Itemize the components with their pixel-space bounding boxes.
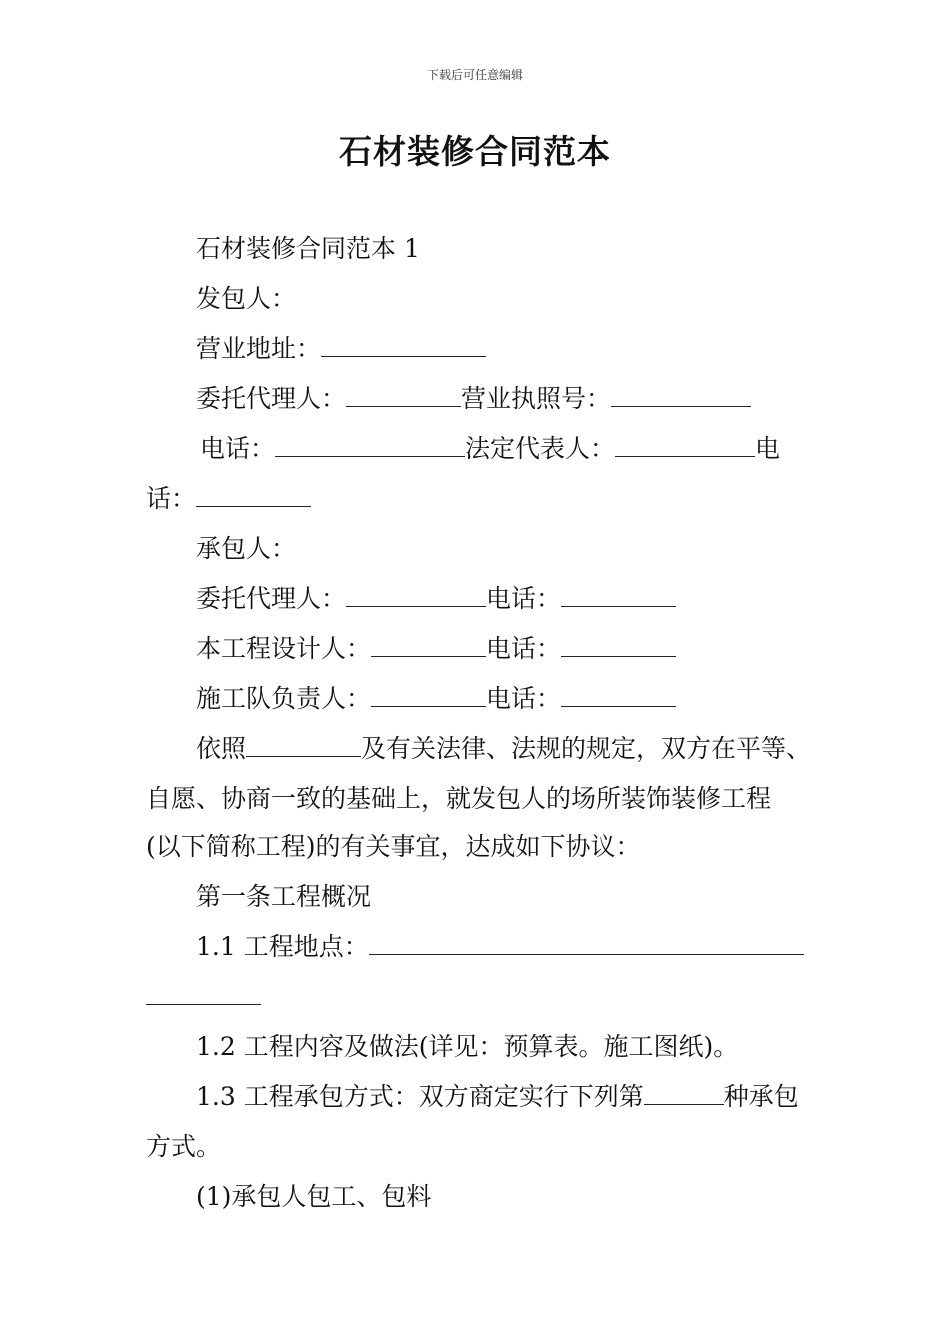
basis-line-3: (以下简称工程)的有关事宜，达成如下协议： [146,832,641,861]
business-address-blank[interactable] [321,334,486,357]
phone-label-end: 话： [146,484,197,513]
project-location-blank-continued[interactable] [146,982,261,1005]
item-1-1-label: 1.1 工程地点： [196,932,369,961]
basis-line-1 [196,734,811,764]
designer-blank[interactable] [371,634,486,657]
phone-label: 电话： [200,434,276,463]
basis-line-2: 自愿、协商一致的基础上，就发包人的场所装饰装修工程 [146,784,772,813]
legal-rep-label: 法定代表人： [465,434,616,463]
team-lead-phone-label: 电话： [486,684,562,713]
designer-phone-label: 电话： [486,634,562,663]
item-1-3-continued: 方式。 [146,1132,222,1161]
item-1-3-suffix: 种承包 [723,1082,799,1111]
designer-line [196,634,676,664]
team-lead-line [196,684,676,714]
team-lead-phone-blank[interactable] [561,684,676,707]
item-1-1-continued [146,982,261,1012]
contractor-agent-label: 委托代理人： [196,584,347,613]
business-address-line [196,334,486,364]
article-1-heading: 第一条工程概况 [196,882,372,911]
item-1-3-prefix: 1.3 工程承包方式：双方商定实行下列第 [196,1082,644,1111]
item-1-2-line: 1.2 工程内容及做法(详见：预算表。施工图纸)。 [196,1032,739,1061]
license-no-blank[interactable] [611,384,751,407]
designer-phone-blank[interactable] [561,634,676,657]
phone-legal-rep-line [200,434,780,464]
phone-label-start: 电 [755,434,781,463]
contractor-agent-line [196,584,676,614]
basis-suffix: 及有关法律、法规的规定，双方在平等、 [361,734,812,763]
team-lead-label: 施工队负责人： [196,684,372,713]
team-lead-blank[interactable] [371,684,486,707]
license-no-label: 营业执照号： [461,384,612,413]
legal-rep-phone-blank[interactable] [196,484,311,507]
item-1-3-line [196,1082,799,1112]
phone-blank[interactable] [275,434,465,457]
employer-agent-blank[interactable] [346,384,461,407]
legal-rep-blank[interactable] [615,434,755,457]
employer-agent-line [196,384,751,414]
document-title: 石材装修合同范本 [339,132,611,171]
contractor-line: 承包人： [196,534,297,563]
contractor-agent-phone-blank[interactable] [561,584,676,607]
contractor-agent-phone-label: 电话： [486,584,562,613]
contract-subtitle: 石材装修合同范本 1 [196,234,420,263]
option-1-line: (1)承包人包工、包料 [196,1182,432,1211]
business-address-label: 营业地址： [196,334,322,363]
employer-agent-label: 委托代理人： [196,384,347,413]
basis-prefix: 依照 [196,734,247,763]
contract-method-blank[interactable] [644,1082,724,1105]
employer-line: 发包人： [196,284,297,313]
header-note: 下载后可任意编辑 [426,68,523,82]
phone-continued-line [146,484,311,514]
project-location-blank[interactable] [369,932,804,955]
contractor-agent-blank[interactable] [346,584,486,607]
designer-label: 本工程设计人： [196,634,372,663]
basis-blank[interactable] [246,734,361,757]
item-1-1-line [196,932,804,962]
